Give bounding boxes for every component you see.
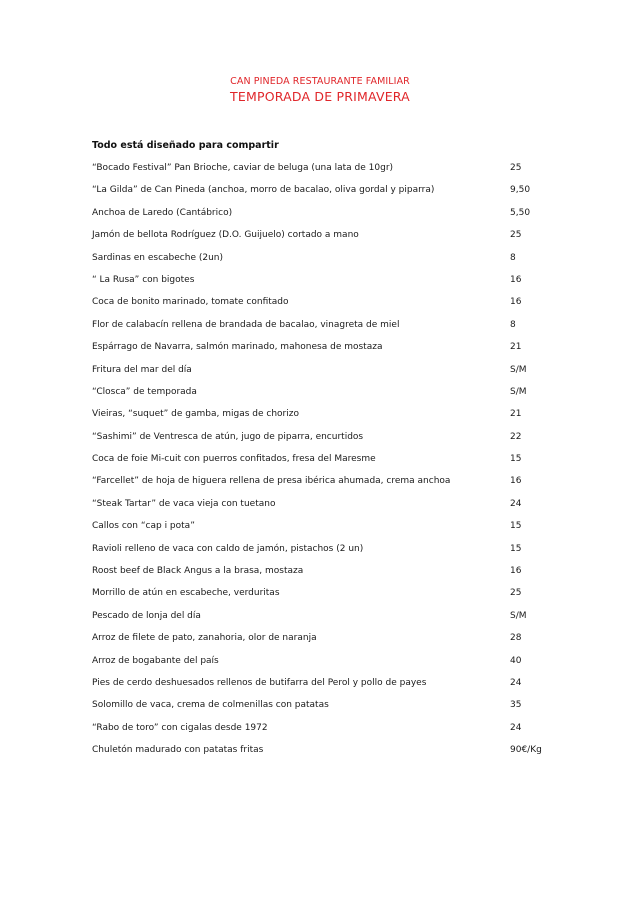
dish-name: “La Gilda” de Can Pineda (anchoa, morro de bacalao, oliva gordal y piparra): [92, 185, 435, 196]
menu-item: [92, 452, 562, 474]
dish-price: 16: [510, 274, 522, 285]
dish-name: Jamón de bellota Rodríguez (D.O. Guijuelo) cortado a mano: [92, 230, 359, 241]
dish-name: “Bocado Festival” Pan Brioche, caviar de beluga (una lata de 10gr): [92, 163, 394, 173]
section-title: Todo está diseñado para compartir: [92, 140, 279, 151]
menu-item: [92, 497, 562, 519]
dish-name: “Sashimi” de Ventresca de atún, jugo de piparra, encurtidos: [92, 431, 364, 442]
menu-item: [92, 407, 562, 429]
menu-list: [92, 161, 562, 766]
menu-item: [92, 385, 562, 407]
dish-price: 16: [510, 297, 522, 308]
menu-item: [92, 698, 562, 720]
dish-price: 5,50: [510, 207, 531, 218]
menu-item: [92, 228, 562, 250]
dish-price: 15: [510, 454, 522, 465]
menu-item: [92, 340, 562, 362]
dish-price: 24: [510, 498, 522, 509]
menu-header: [0, 75, 640, 105]
dish-price: S/M: [510, 386, 527, 397]
dish-name: “Closca” de temporada: [92, 386, 197, 397]
dish-price: S/M: [510, 610, 527, 621]
menu-item: [92, 519, 562, 541]
menu-item: [92, 631, 562, 653]
dish-price: 25: [510, 163, 522, 173]
dish-name: Espárrago de Navarra, salmón marinado, mahonesa de mostaza: [92, 342, 383, 353]
dish-name: Flor de calabacín rellena de brandada de bacalao, vinagreta de miel: [92, 319, 400, 330]
dish-name: Callos con “cap i pota”: [92, 521, 195, 532]
menu-item: [92, 586, 562, 608]
dish-name: “Farcellet” de hoja de higuera rellena de presa ibérica ahumada, crema anchoa: [92, 476, 451, 487]
menu-item: [92, 743, 562, 765]
dish-name: “Rabo de toro” con cigalas desde 1972: [92, 722, 268, 733]
dish-price: 40: [510, 655, 522, 666]
menu-item: [92, 676, 562, 698]
dish-price: 15: [510, 521, 522, 532]
dish-name: Roost beef de Black Angus a la brasa, mostaza: [92, 566, 304, 577]
restaurant-name: CAN PINEDA RESTAURANTE FAMILIAR: [230, 76, 410, 87]
menu-item: [92, 721, 562, 743]
menu-item: [92, 273, 562, 295]
menu-item: [92, 654, 562, 676]
dish-name: Pescado de lonja del día: [92, 610, 201, 621]
menu-item: [92, 183, 562, 205]
dish-name: Arroz de filete de pato, zanahoria, olor de naranja: [92, 633, 317, 644]
dish-name: Ravioli relleno de vaca con caldo de jamón, pistachos (2 un): [92, 543, 364, 554]
menu-item: [92, 430, 562, 452]
menu-item: [92, 363, 562, 385]
menu-item: [92, 564, 562, 586]
dish-price: 9,50: [510, 185, 531, 196]
dish-price: 8: [510, 319, 516, 330]
dish-price: 24: [510, 677, 522, 688]
menu-item: [92, 295, 562, 317]
menu-item: [92, 161, 562, 183]
dish-price: 25: [510, 588, 522, 599]
menu-item: [92, 609, 562, 631]
dish-price: 35: [510, 700, 522, 711]
dish-name: “ La Rusa” con bigotes: [92, 274, 195, 285]
dish-name: Anchoa de Laredo (Cantábrico): [92, 207, 233, 218]
dish-name: Coca de foie Mi-cuit con puerros confitados, fresa del Maresme: [92, 454, 376, 465]
dish-name: Vieiras, “suquet” de gamba, migas de chorizo: [92, 409, 299, 420]
dish-price: 28: [510, 633, 522, 644]
dish-name: Chuletón madurado con patatas fritas: [92, 745, 264, 756]
menu-item: [92, 318, 562, 340]
dish-name: Coca de bonito marinado, tomate confitado: [92, 297, 289, 308]
dish-price: 22: [510, 431, 522, 442]
dish-price: 15: [510, 543, 522, 554]
dish-name: Fritura del mar del día: [92, 364, 192, 375]
dish-price: 25: [510, 230, 522, 241]
dish-name: Pies de cerdo deshuesados rellenos de butifarra del Perol y pollo de payes: [92, 677, 427, 688]
dish-name: Arroz de bogabante del país: [92, 655, 219, 666]
menu-item: [92, 542, 562, 564]
dish-price: 21: [510, 409, 522, 420]
dish-name: “Steak Tartar” de vaca vieja con tuetano: [92, 498, 276, 509]
dish-price: 16: [510, 476, 522, 487]
dish-price: 8: [510, 252, 516, 263]
dish-name: Morrillo de atún en escabeche, verduritas: [92, 588, 280, 599]
menu-item: [92, 474, 562, 496]
dish-price: 24: [510, 722, 522, 733]
dish-price: S/M: [510, 364, 527, 375]
season-title: TEMPORADA DE PRIMAVERA: [230, 89, 410, 104]
dish-price: 21: [510, 342, 522, 353]
dish-name: Solomillo de vaca, crema de colmenillas con patatas: [92, 700, 329, 711]
menu-item: [92, 251, 562, 273]
dish-price: 90€/Kg: [510, 745, 542, 756]
menu-item: [92, 206, 562, 228]
dish-name: Sardinas en escabeche (2un): [92, 252, 224, 263]
dish-price: 16: [510, 566, 522, 577]
